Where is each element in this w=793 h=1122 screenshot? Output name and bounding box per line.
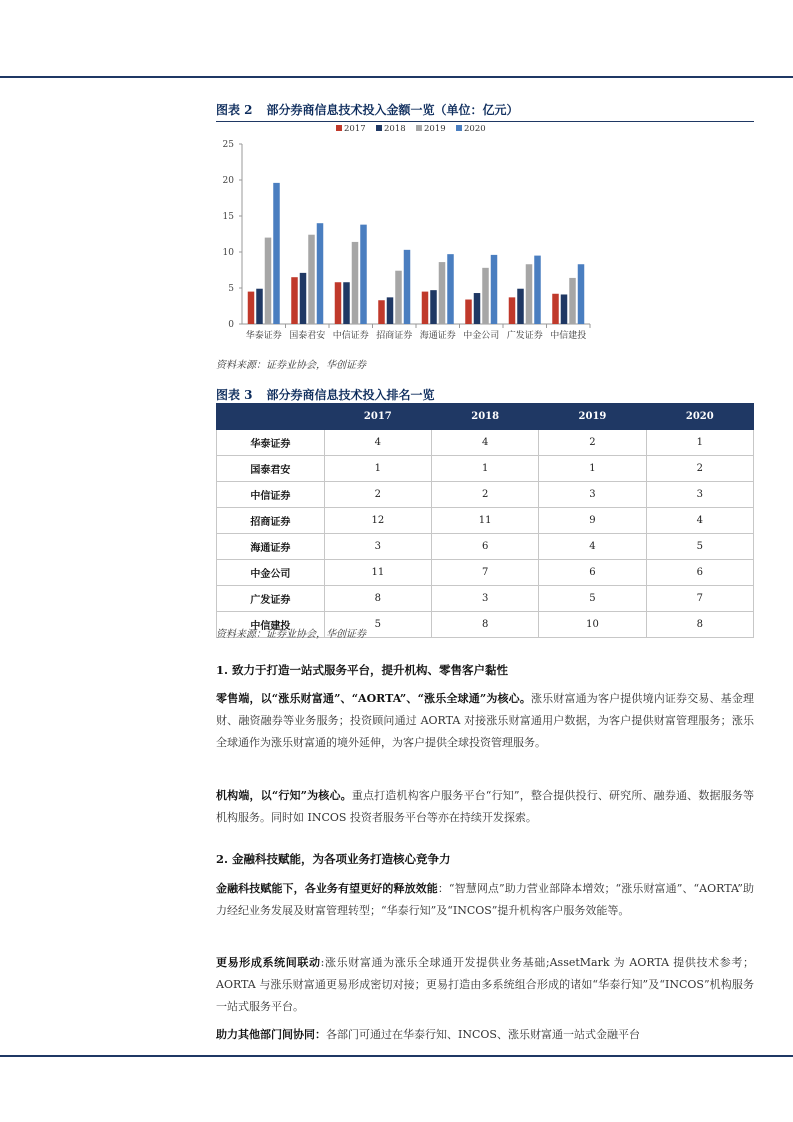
bar-2020-2 (360, 225, 367, 324)
bar-2019-2 (352, 242, 359, 324)
table-cell: 4 (646, 508, 753, 534)
table-cell: 1 (646, 430, 753, 456)
table-cell: 1 (432, 456, 539, 482)
bar-2020-3 (404, 250, 411, 324)
row-header: 华泰证券 (217, 430, 325, 456)
table-cell: 4 (539, 534, 646, 560)
legend-swatch-2018 (376, 125, 382, 131)
legend-swatch-2019 (416, 125, 422, 131)
legend-label-2018: 2018 (384, 124, 406, 134)
table-row (217, 456, 754, 482)
table-cell: 7 (432, 560, 539, 586)
bar-2019-0 (265, 238, 272, 324)
paragraph-lead: 机构端，以“行知”为核心。 (216, 789, 352, 802)
bar-2019-4 (439, 262, 446, 324)
table-row (217, 534, 754, 560)
bar-2018-7 (561, 294, 568, 324)
figure2-source: 资料来源：证券业协会，华创证券 (216, 360, 366, 371)
table-cell: 8 (432, 612, 539, 638)
table-cell: 9 (539, 508, 646, 534)
paragraph-lead: 零售端，以“涨乐财富通”、“AORTA”、“涨乐全球通”为核心。 (216, 692, 531, 705)
column-header: 2019 (539, 404, 646, 430)
table-cell: 2 (432, 482, 539, 508)
bar-2018-1 (300, 273, 307, 324)
y-tick-label: 20 (222, 176, 234, 186)
figure3-source: 资料来源：证券业协会，华创证券 (216, 629, 366, 640)
table-cell: 3 (539, 482, 646, 508)
paragraph-system-linkage (216, 952, 754, 1018)
paragraph-body: 各部门可通过在华泰行知、INCOS、涨乐财富通一站式金融平台 (326, 1028, 640, 1041)
bar-2018-2 (343, 282, 350, 324)
bar-2019-3 (395, 271, 402, 324)
paragraph-body: 重点打造机构客户服务平台“行知”，整合提供投行、研究所、融券通、数据服务等机构服务。同时如 INCOS 投资者服务平台等亦在持续开发探索。 (216, 789, 755, 824)
paragraph-body: 涨乐财富通为客户提供境内证券交易、基金理财、融资融券等业务服务；投资顾问通过 AORTA 对接涨乐财富通用户数据，为客户提供财富管理服务；涨乐全球通作为涨乐财富通的境外延伸，为客户提供全球投资管理服务。 (216, 692, 755, 749)
bar-2018-5 (474, 293, 481, 324)
x-tick-label: 中信证券 (332, 331, 369, 341)
table-cell: 2 (646, 456, 753, 482)
y-tick-label: 0 (228, 320, 234, 330)
bar-2017-4 (422, 292, 429, 324)
legend-swatch-2017 (336, 125, 342, 131)
row-header: 海通证券 (217, 534, 325, 560)
investment-bar-chart (216, 120, 756, 352)
x-tick-label: 中金公司 (463, 331, 500, 341)
bar-2019-5 (482, 268, 489, 324)
row-header: 国泰君安 (217, 456, 325, 482)
y-tick-label: 25 (222, 140, 234, 150)
column-header: 2017 (324, 404, 431, 430)
header-rule (0, 76, 793, 78)
table-cell: 2 (539, 430, 646, 456)
x-tick-label: 中信建投 (550, 331, 587, 341)
y-tick-label: 10 (222, 248, 234, 258)
bar-2020-6 (534, 256, 541, 324)
ranking-table-header (217, 404, 754, 430)
table-cell: 11 (324, 560, 431, 586)
table-cell: 5 (324, 612, 431, 638)
paragraph-institution (216, 785, 754, 829)
x-tick-label: 广发证券 (506, 331, 543, 341)
table-cell: 6 (539, 560, 646, 586)
paragraph-retail (216, 688, 754, 754)
bar-2020-7 (578, 264, 585, 324)
table-cell: 3 (324, 534, 431, 560)
row-header: 中信建投 (217, 612, 325, 638)
section-heading-1: 1. 致力于打造一站式服务平台，提升机构、零售客户黏性 (216, 663, 509, 677)
paragraph-lead: 助力其他部门间协同： (216, 1028, 326, 1041)
legend-label-2020: 2020 (464, 124, 486, 134)
paragraph-body: ：“智慧网点”助力营业部降本增效；“涨乐财富通”、“AORTA”助力经纪业务发展及财富管理转型；“华泰行知”及“INCOS”提升机构客户服务效能等。 (216, 882, 754, 917)
ranking-table (216, 403, 754, 638)
x-tick-label: 招商证券 (376, 331, 413, 341)
table-cell: 2 (324, 482, 431, 508)
bar-2018-3 (387, 297, 394, 324)
column-header: 2018 (432, 404, 539, 430)
bar-2018-0 (256, 289, 263, 324)
bar-2020-4 (447, 254, 454, 324)
bar-2017-1 (291, 277, 298, 324)
table-cell: 3 (646, 482, 753, 508)
table-row (217, 482, 754, 508)
bar-2017-6 (509, 297, 516, 324)
table-cell: 1 (324, 456, 431, 482)
table-cell: 1 (539, 456, 646, 482)
figure2-number: 图表 2 (216, 103, 253, 117)
row-header: 广发证券 (217, 586, 325, 612)
table-cell: 6 (432, 534, 539, 560)
table-cell: 8 (646, 612, 753, 638)
x-tick-label: 华泰证券 (245, 331, 282, 341)
table-cell: 5 (539, 586, 646, 612)
bar-2020-0 (273, 183, 280, 324)
figure3-title-text: 部分券商信息技术投入排名一览 (266, 388, 435, 402)
table-cell: 7 (646, 586, 753, 612)
y-tick-label: 5 (228, 284, 234, 294)
paragraph-department-synergy (216, 1024, 754, 1046)
x-tick-label: 国泰君安 (289, 331, 326, 341)
y-tick-label: 15 (222, 212, 234, 222)
table-cell: 6 (646, 560, 753, 586)
table-row (217, 430, 754, 456)
row-header: 招商证券 (217, 508, 325, 534)
paragraph-lead: 更易形成系统间联动 (216, 956, 321, 969)
bar-2018-4 (430, 290, 437, 324)
table-row (217, 586, 754, 612)
table-cell: 3 (432, 586, 539, 612)
bar-2018-6 (517, 289, 524, 324)
figure2-title (216, 101, 754, 122)
table-cell: 5 (646, 534, 753, 560)
table-cell: 8 (324, 586, 431, 612)
paragraph-body: :涨乐财富通为涨乐全球通开发提供业务基础;AssetMark 为 AORTA 提供技术参考；AORTA 与涨乐财富通更易形成密切对接；更易打造由多系统组合形成的诸如“华泰行知”及“INCOS”机构服务一站式服务平台。 (216, 956, 755, 1013)
bar-2017-7 (552, 294, 559, 324)
section-heading-2: 2. 金融科技赋能，为各项业务打造核心竞争力 (216, 852, 451, 866)
bar-2019-1 (308, 235, 315, 324)
footer-rule (0, 1055, 793, 1057)
figure2-title-text: 部分券商信息技术投入金额一览（单位：亿元） (266, 103, 519, 117)
paragraph-fintech-empower (216, 878, 754, 922)
table-cell: 11 (432, 508, 539, 534)
bar-2017-3 (378, 300, 385, 324)
bar-2019-7 (569, 278, 576, 324)
table-row (217, 560, 754, 586)
bar-2019-6 (526, 264, 533, 324)
table-row (217, 508, 754, 534)
column-header (217, 404, 325, 430)
column-header: 2020 (646, 404, 753, 430)
legend-label-2019: 2019 (424, 124, 446, 134)
bar-2017-5 (465, 300, 472, 324)
row-header: 中金公司 (217, 560, 325, 586)
legend-label-2017: 2017 (344, 124, 366, 134)
table-cell: 10 (539, 612, 646, 638)
table-cell: 4 (324, 430, 431, 456)
x-tick-label: 海通证券 (419, 331, 456, 341)
row-header: 中信证券 (217, 482, 325, 508)
table-cell: 12 (324, 508, 431, 534)
legend-swatch-2020 (456, 125, 462, 131)
bar-2017-0 (248, 292, 255, 324)
bar-2020-5 (491, 255, 498, 324)
table-cell: 4 (432, 430, 539, 456)
bar-2020-1 (317, 223, 324, 324)
bar-2017-2 (335, 282, 342, 324)
paragraph-lead: 金融科技赋能下，各业务有望更好的释放效能 (216, 882, 438, 895)
figure3-number: 图表 3 (216, 388, 253, 402)
